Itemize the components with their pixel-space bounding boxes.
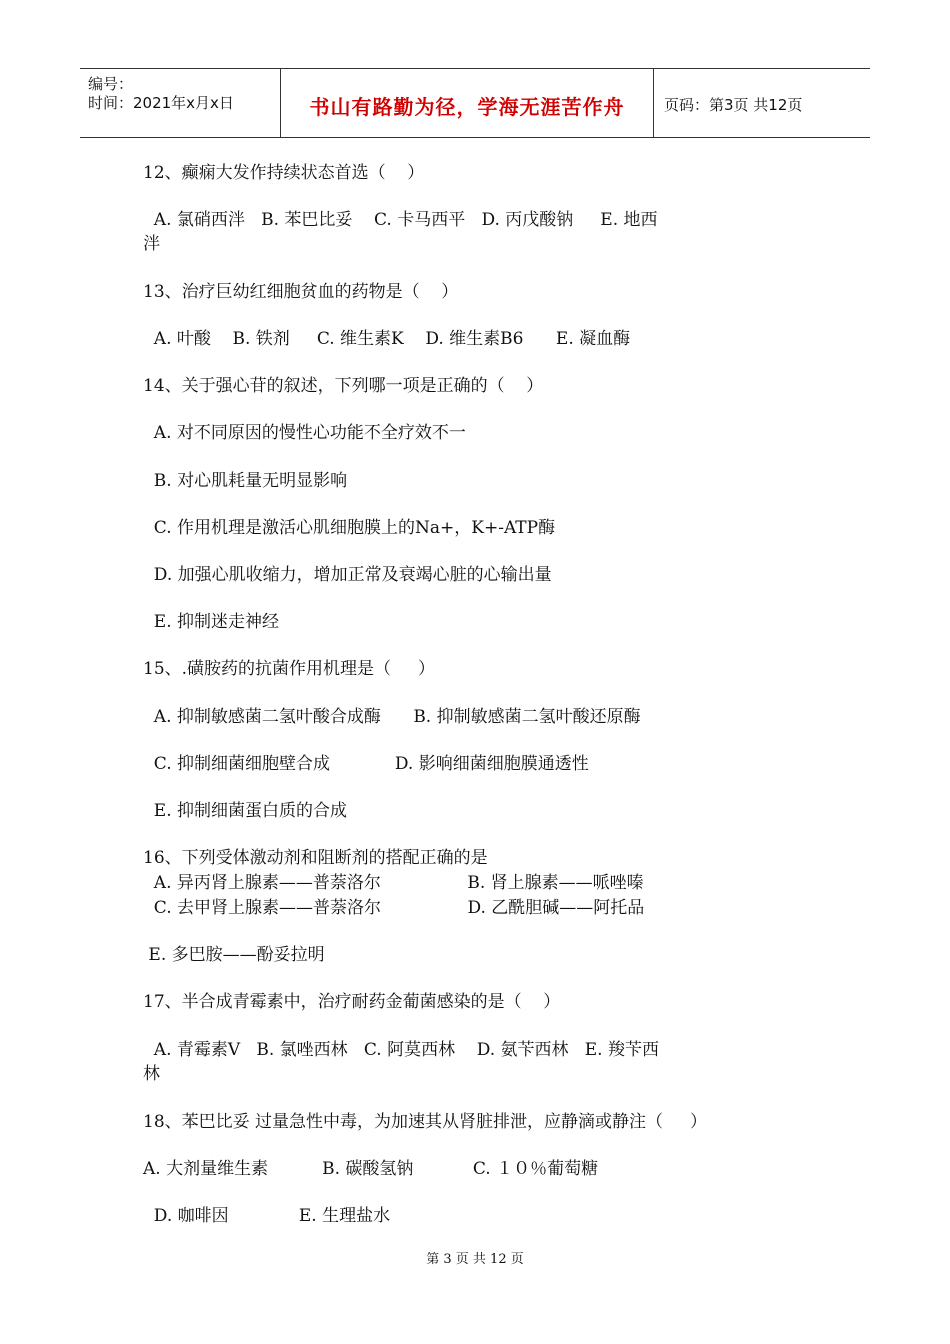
header-motto: 书山有路勤为径，学海无涯苦作舟 — [309, 95, 625, 119]
question-13-options: A. 叶酸 B. 铁剂 C. 维生素K D. 维生素B6 E. 凝血酶 — [143, 329, 631, 349]
question-17-options: A. 青霉素V B. 氯唑西林 C. 阿莫西林 D. 氨苄西林 E. 羧苄西 — [143, 1040, 659, 1060]
header-info-cell — [80, 69, 281, 137]
document-date-label: 时间：2021年x月x日 — [88, 94, 234, 112]
question-15-option-e: E. 抑制细菌蛋白质的合成 — [143, 801, 348, 821]
question-18-options-de: D. 咖啡因 E. 生理盐水 — [143, 1206, 391, 1226]
header-motto-cell — [281, 69, 654, 137]
question-18-options-abc: A. 大剂量维生素 B. 碳酸氢钠 C. １０％葡萄糖 — [143, 1159, 599, 1179]
question-15-options-ab: A. 抑制敏感菌二氢叶酸合成酶 B. 抑制敏感菌二氢叶酸还原酶 — [143, 707, 641, 727]
document-number-label: 编号： — [88, 75, 134, 93]
question-14-option-e: E. 抑制迷走神经 — [143, 612, 280, 632]
question-17-options-wrap: 林 — [143, 1064, 160, 1084]
question-16-options-ab: A. 异丙肾上腺素——普萘洛尔 B. 肾上腺素——哌唑嗪 — [143, 873, 644, 893]
question-14-option-c: C. 作用机理是激活心肌细胞膜上的Na+，K+-ATP酶 — [143, 518, 556, 538]
question-13: 13、治疗巨幼红细胞贫血的药物是（ ） — [143, 282, 459, 302]
header-page-cell — [654, 69, 870, 137]
question-14-option-b: B. 对心肌耗量无明显影响 — [143, 471, 348, 491]
page-footer: 第 3 页 共 12 页 — [426, 1252, 524, 1267]
page-header — [80, 68, 870, 138]
question-12: 12、癫痫大发作持续状态首选（ ） — [143, 163, 425, 183]
question-14-option-d: D. 加强心肌收缩力，增加正常及衰竭心脏的心输出量 — [143, 565, 552, 585]
question-17: 17、半合成青霉素中，治疗耐药金葡菌感染的是（ ） — [143, 992, 561, 1012]
question-14-option-a: A. 对不同原因的慢性心功能不全疗效不一 — [143, 423, 466, 443]
question-15-options-cd: C. 抑制细菌细胞壁合成 D. 影响细菌细胞膜通透性 — [143, 754, 589, 774]
header-page-number: 页码：第3页 共12页 — [664, 96, 803, 114]
question-16-options-cd: C. 去甲肾上腺素——普萘洛尔 D. 乙酰胆碱——阿托品 — [143, 898, 645, 918]
question-15: 15、.磺胺药的抗菌作用机理是（ ） — [143, 659, 436, 679]
question-14: 14、关于强心苷的叙述，下列哪一项是正确的（ ） — [143, 376, 544, 396]
question-16: 16、下列受体激动剂和阻断剂的搭配正确的是 — [143, 848, 488, 868]
question-16-option-e: E. 多巴胺——酚妥拉明 — [143, 945, 325, 965]
question-12-options: A. 氯硝西泮 B. 苯巴比妥 C. 卡马西平 D. 丙戊酸钠 E. 地西 — [143, 210, 658, 230]
question-18: 18、苯巴比妥 过量急性中毒，为加速其从肾脏排泄，应静滴或静注（ ） — [143, 1112, 708, 1132]
question-12-options-wrap: 泮 — [143, 234, 160, 254]
